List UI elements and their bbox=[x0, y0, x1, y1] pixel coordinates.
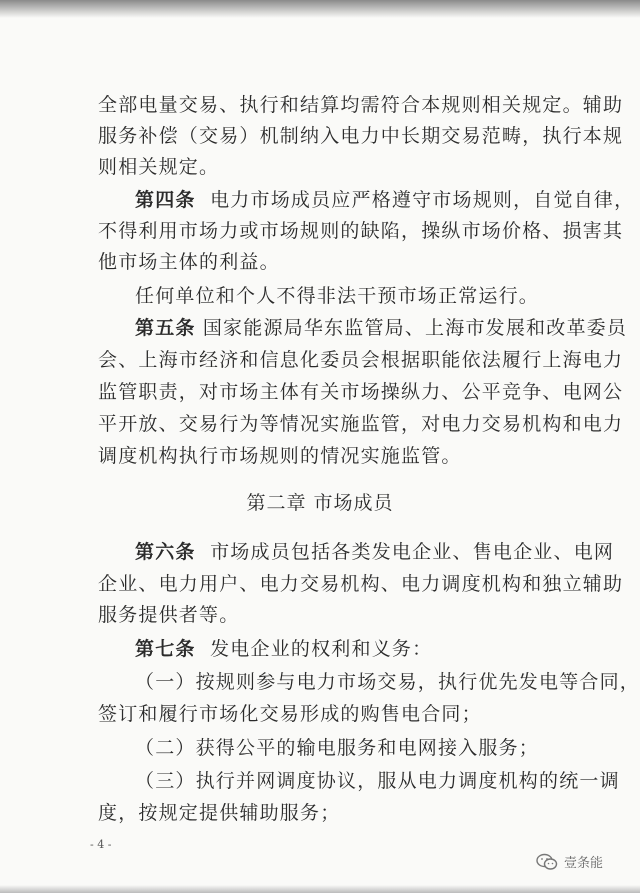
watermark bbox=[536, 852, 603, 871]
article-label: 第五条 bbox=[135, 317, 196, 339]
text-line: （三）执行并网调度协议，服从电力调度机构的统一调 bbox=[135, 770, 620, 792]
article-label: 第七条 bbox=[135, 638, 196, 660]
text-span: 市场成员包括各类发电企业、售电企业、电网 bbox=[210, 541, 615, 563]
text-line: 调度机构执行市场规则的情况实施监管。 bbox=[98, 445, 462, 467]
text-line: 任何单位和个人不得非法干预市场正常运行。 bbox=[135, 285, 540, 307]
wechat-icon bbox=[536, 853, 558, 871]
text-line: 则相关规定。 bbox=[98, 156, 220, 178]
article-label: 第六条 bbox=[135, 541, 196, 563]
text-line: 度，按规定提供辅助服务； bbox=[98, 802, 341, 824]
article-7-line bbox=[135, 637, 432, 661]
text-line: 他市场主体的利益。 bbox=[98, 251, 280, 273]
scan-bottom-edge bbox=[0, 885, 640, 893]
text-span: 电力市场成员应严格遵守市场规则，自觉自律， bbox=[210, 189, 635, 211]
article-4-line bbox=[135, 188, 634, 212]
text-line: 服务补偿（交易）机制纳入电力中长期交易范畴，执行本规 bbox=[98, 125, 624, 147]
article-label: 第四条 bbox=[135, 189, 196, 211]
text-line: 全部电量交易、执行和结算均需符合本规则相关规定。辅助 bbox=[98, 94, 624, 116]
page-number: - 4 - bbox=[90, 838, 112, 851]
text-line: 签订和履行市场化交易形成的购售电合同； bbox=[98, 703, 482, 725]
article-6-line bbox=[135, 540, 614, 564]
text-line: 不得利用市场力或市场规则的缺陷，操纵市场价格、损害其 bbox=[98, 220, 624, 242]
text-line: 平开放、交易行为等情况实施监管，对电力交易机构和电力 bbox=[98, 413, 624, 435]
article-5-line bbox=[135, 316, 627, 340]
text-line: （一）按规则参与电力市场交易，执行优先发电等合同， bbox=[135, 671, 640, 693]
text-line: （二）获得公平的输电服务和电网接入服务； bbox=[135, 737, 540, 759]
text-line: 监管职责，对市场主体有关市场操纵力、公平竞争、电网公 bbox=[98, 381, 624, 403]
watermark-text: 壹条能 bbox=[564, 856, 604, 871]
text-span: 发电企业的权利和义务： bbox=[210, 638, 433, 660]
scan-top-edge bbox=[0, 0, 640, 18]
text-line: 服务提供者等。 bbox=[98, 604, 240, 626]
text-line: 会、上海市经济和信息化委员会根据职能依法履行上海电力 bbox=[98, 349, 624, 371]
chapter-heading: 第二章 市场成员 bbox=[246, 492, 394, 514]
text-line: 企业、电力用户、电力交易机构、电力调度机构和独立辅助 bbox=[98, 573, 624, 595]
text-span: 国家能源局华东监管局、上海市发展和改革委员 bbox=[202, 317, 628, 339]
